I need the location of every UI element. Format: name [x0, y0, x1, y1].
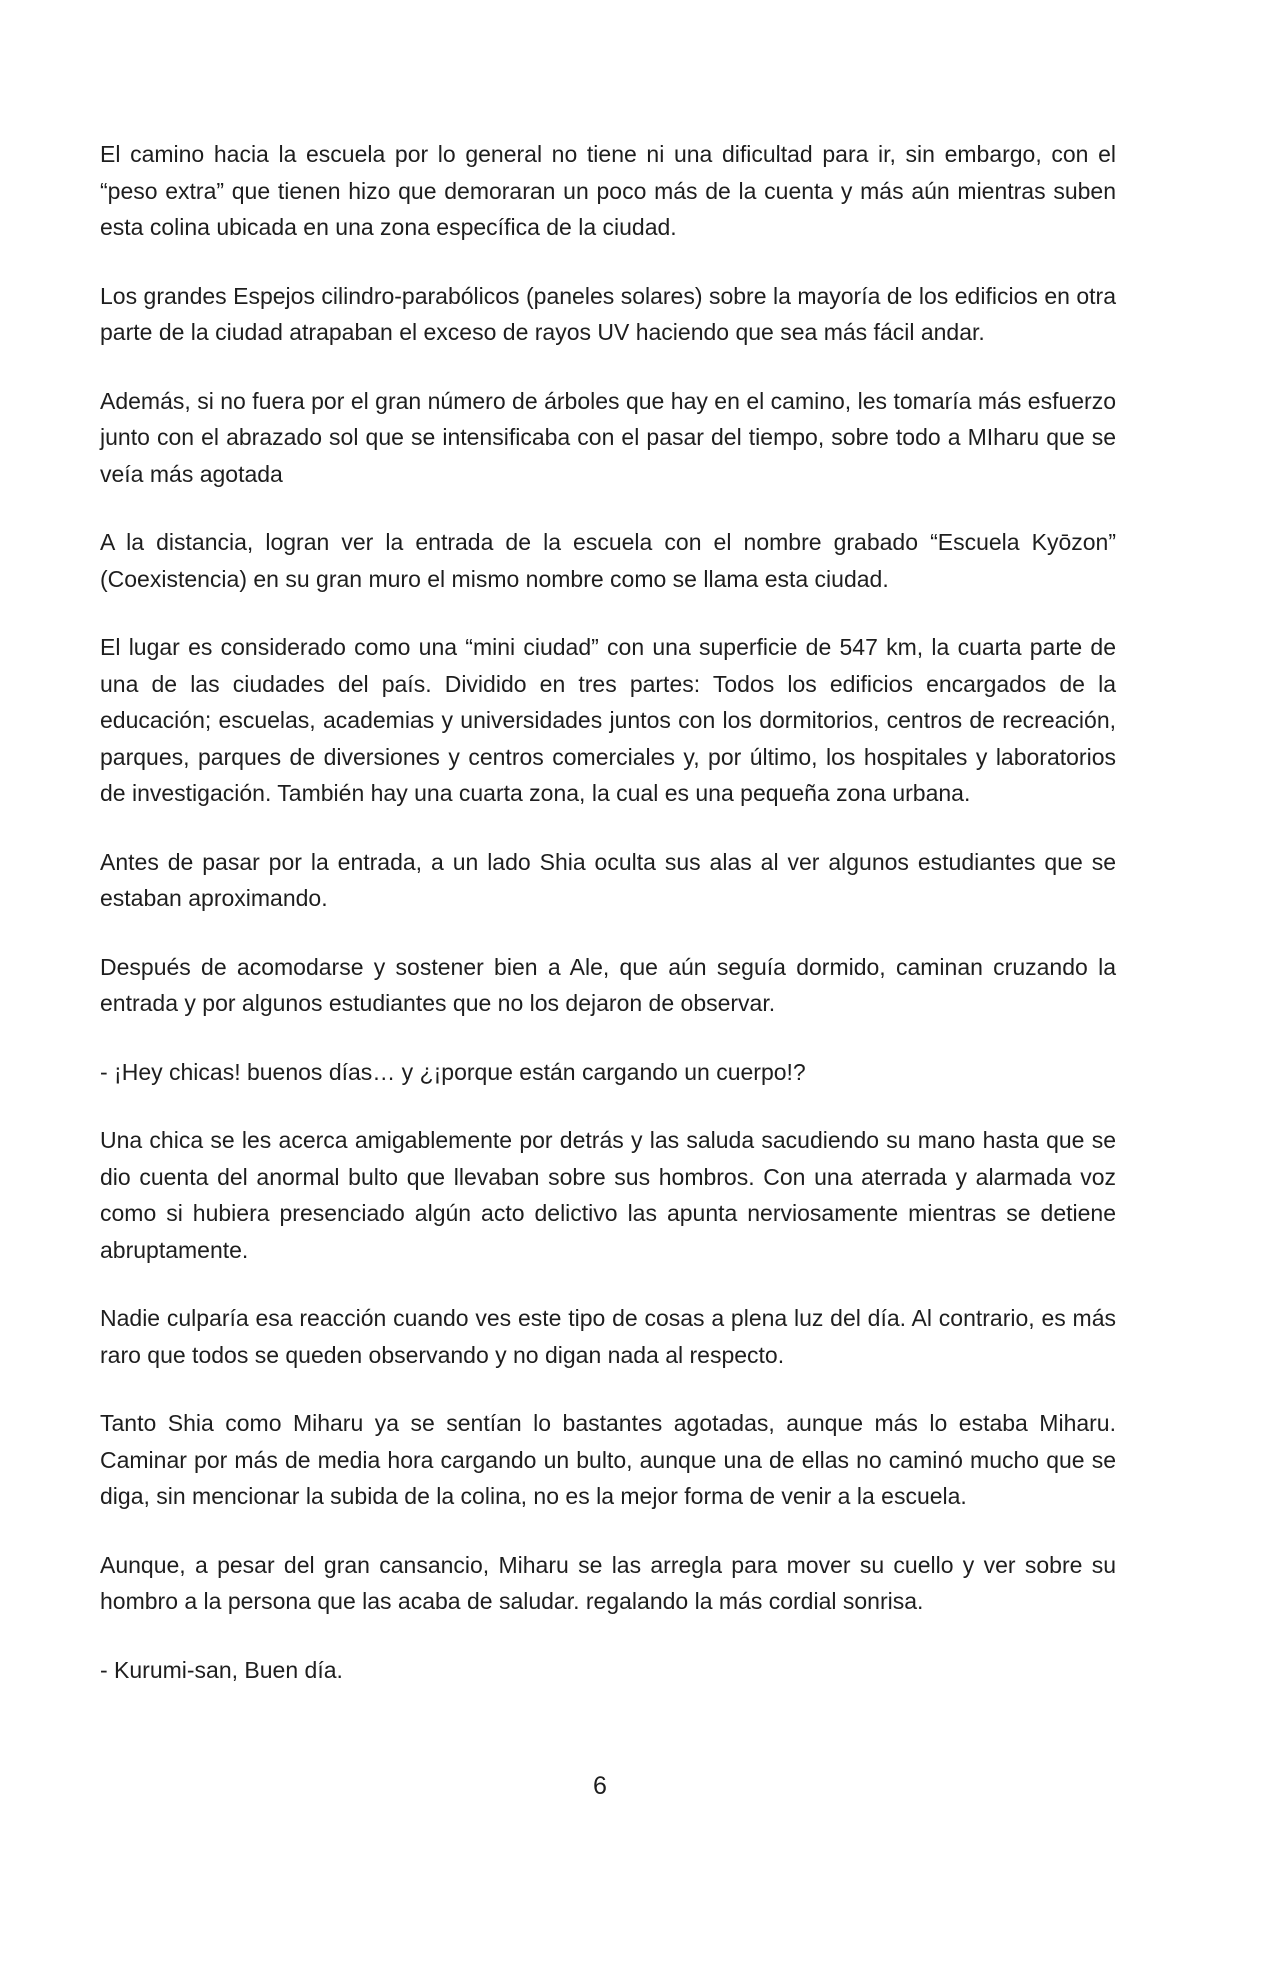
paragraph: Antes de pasar por la entrada, a un lado Shia oculta sus alas al ver algunos estudiantes que se estaban aproximando.: [100, 848, 1116, 911]
paragraph: Nadie culparía esa reacción cuando ves este tipo de cosas a plena luz del día. Al contrario, es más raro que todos se queden observando y no digan nada al respecto.: [100, 1305, 1116, 1368]
paragraph: Después de acomodarse y sostener bien a Ale, que aún seguía dormido, caminan cruzando la entrada y por algunos estudiantes que no los dejaron de observar.: [100, 953, 1116, 1016]
paragraph: El lugar es considerado como una “mini ciudad” con una superficie de 547 km, la cuarta parte de una de las ciudades del país. Dividido en tres partes: Todos los edificios encargados de la educación; escuelas, academias y universidades juntos con los dormitorios, centros de recreación, parques, parques de diversiones y centros comerciales y, por último, los hospitales y laboratorios de investigación. También hay una cuarta zona, la cual es una pequeña zona urbana.: [100, 634, 1116, 806]
paragraph: Tanto Shia como Miharu ya se sentían lo bastantes agotadas, aunque más lo estaba Miharu. Caminar por más de media hora cargando un bulto, aunque una de ellas no caminó mucho que se diga, sin mencionar la subida de la colina, no es la mejor forma de venir a la escuela.: [100, 1410, 1116, 1509]
paragraph: Los grandes Espejos cilindro-parabólicos (paneles solares) sobre la mayoría de los edificios en otra parte de la ciudad atrapaban el exceso de rayos UV haciendo que sea más fácil andar.: [100, 282, 1116, 345]
paragraph: Además, si no fuera por el gran número de árboles que hay en el camino, les tomaría más esfuerzo junto con el abrazado sol que se intensificaba con el pasar del tiempo, sobre todo a MIharu que se veía más agotada: [100, 387, 1116, 487]
dialogue-line: - ¡Hey chicas! buenos días… y ¿¡porque están cargando un cuerpo!?: [100, 1058, 806, 1085]
paragraph: A la distancia, logran ver la entrada de la escuela con el nombre grabado “Escuela Kyōzon” (Coexistencia) en su gran muro el mismo nombre como se llama esta ciudad.: [100, 529, 1116, 592]
paragraph: Aunque, a pesar del gran cansancio, Miharu se las arregla para mover su cuello y ver sobre su hombro a la persona que las acaba de saludar. regalando la más cordial sonrisa.: [100, 1551, 1116, 1614]
page-number: 6: [593, 1772, 607, 1800]
paragraph: Una chica se les acerca amigablemente por detrás y las saluda sacudiendo su mano hasta que se dio cuenta del anormal bulto que llevaban sobre sus hombros. Con una aterrada y alarmada voz como si hubiera presenciado algún acto delictivo las apunta nerviosamente mientras se detiene abruptamente.: [100, 1127, 1116, 1263]
paragraph: El camino hacia la escuela por lo general no tiene ni una dificultad para ir, sin embargo, con el “peso extra” que tienen hizo que demoraran un poco más de la cuenta y más aún mientras suben esta colina ubicada en una zona específica de la ciudad.: [100, 141, 1116, 240]
dialogue-line: - Kurumi-san, Buen día.: [100, 1656, 343, 1683]
body-text: [100, 136, 1116, 1720]
